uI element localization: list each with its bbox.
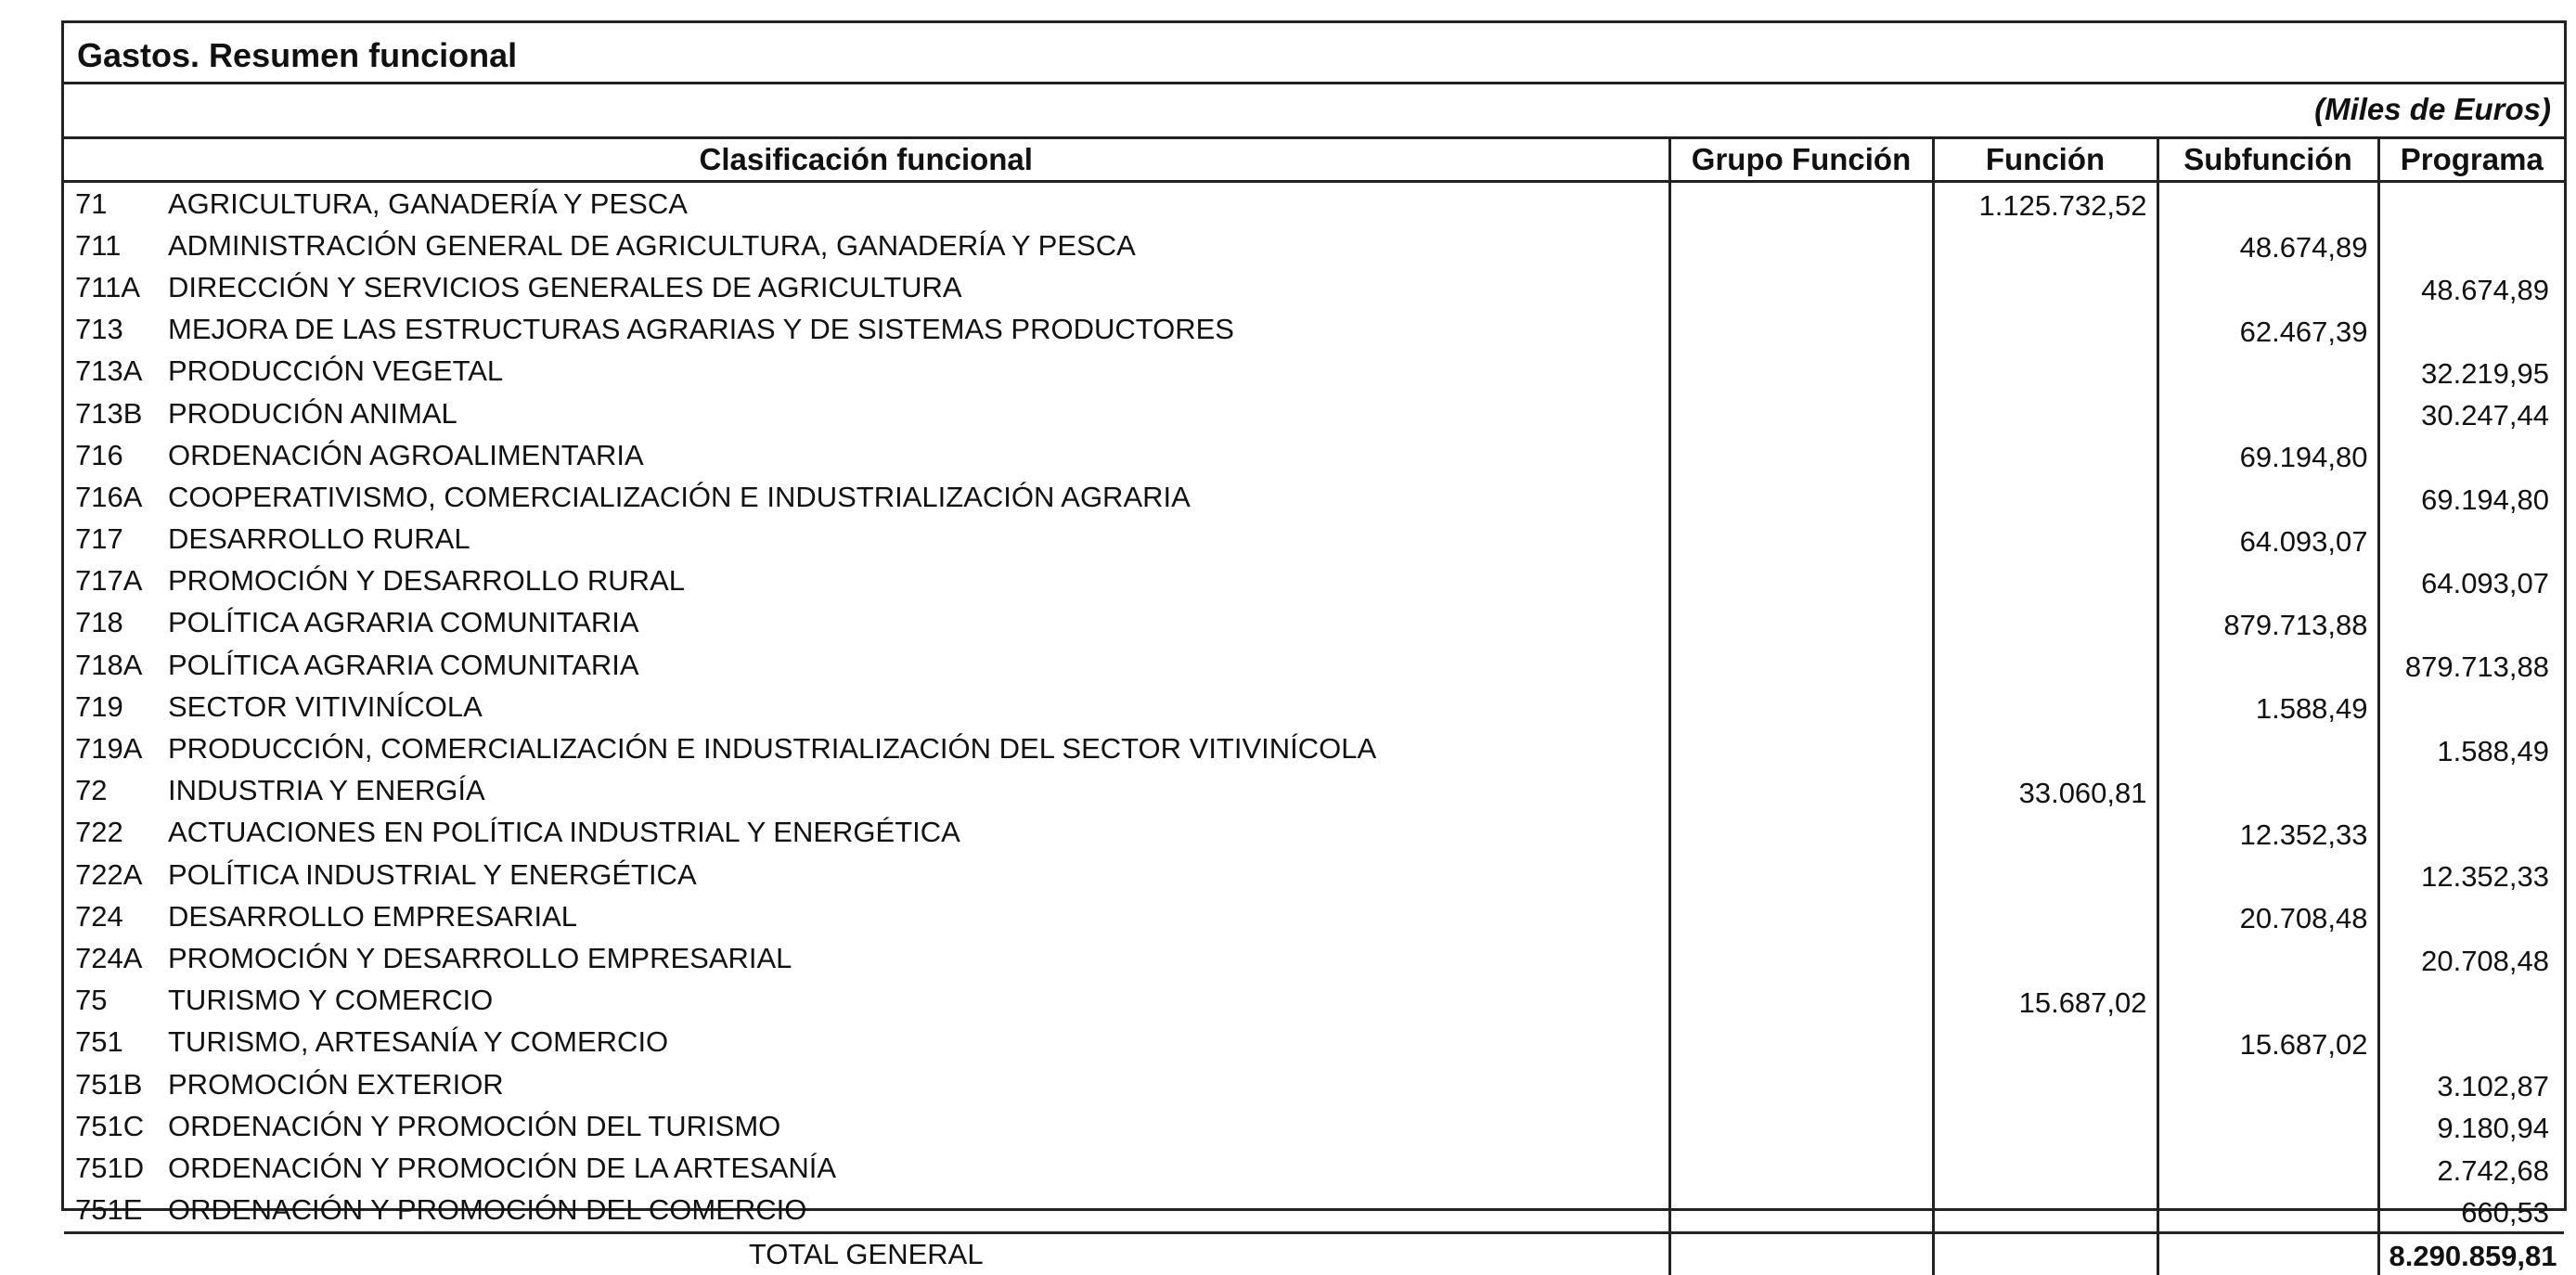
row-programa: 3.102,87 xyxy=(2378,1063,2564,1105)
row-subfuncion xyxy=(2157,182,2378,225)
table-row xyxy=(64,519,2564,560)
row-programa xyxy=(2378,519,2564,560)
row-description: PROMOCIÓN Y DESARROLLO EMPRESARIAL xyxy=(168,941,792,974)
row-grupo-funcion xyxy=(1669,476,1933,518)
row-grupo-funcion xyxy=(1669,854,1933,895)
row-programa: 30.247,44 xyxy=(2378,393,2564,434)
row-code: 722A xyxy=(75,857,143,891)
row-description: ACTUACIONES EN POLÍTICA INDUSTRIAL Y ENERGÉTICA xyxy=(168,816,960,849)
total-grupo xyxy=(1669,1232,1933,1275)
row-subfuncion xyxy=(2157,1147,2378,1189)
row-grupo-funcion xyxy=(1669,393,1933,434)
row-funcion xyxy=(1933,644,2157,686)
row-description: TURISMO Y COMERCIO xyxy=(168,984,494,1017)
row-grupo-funcion xyxy=(1669,266,1933,308)
row-programa: 20.708,48 xyxy=(2378,937,2564,979)
row-description: PRODUCIÓN ANIMAL xyxy=(168,396,457,430)
row-grupo-funcion xyxy=(1669,686,1933,728)
table-row xyxy=(64,1022,2564,1063)
row-grupo-funcion xyxy=(1669,728,1933,769)
row-description: PRODUCCIÓN VEGETAL xyxy=(168,354,504,388)
row-programa xyxy=(2378,225,2564,266)
total-subfuncion xyxy=(2157,1232,2378,1275)
row-subfuncion xyxy=(2157,854,2378,895)
row-code: 718A xyxy=(75,648,143,681)
row-subfuncion: 62.467,39 xyxy=(2157,309,2378,351)
row-funcion xyxy=(1933,602,2157,644)
row-code: 713A xyxy=(75,354,143,388)
row-code: 711 xyxy=(75,228,122,262)
row-funcion xyxy=(1933,854,2157,895)
row-programa xyxy=(2378,812,2564,854)
row-grupo-funcion xyxy=(1669,351,1933,393)
table-body xyxy=(64,182,2564,1233)
row-code: 751E xyxy=(75,1193,143,1227)
row-subfuncion: 48.674,89 xyxy=(2157,225,2378,266)
row-funcion xyxy=(1933,351,2157,393)
row-subfuncion: 879.713,88 xyxy=(2157,602,2378,644)
row-programa xyxy=(2378,770,2564,812)
row-grupo-funcion xyxy=(1669,182,1933,225)
row-grupo-funcion xyxy=(1669,895,1933,937)
row-description: POLÍTICA INDUSTRIAL Y ENERGÉTICA xyxy=(168,857,697,891)
row-funcion xyxy=(1933,266,2157,308)
row-programa xyxy=(2378,434,2564,476)
row-funcion xyxy=(1933,1147,2157,1189)
row-description: PROMOCIÓN EXTERIOR xyxy=(168,1067,504,1101)
row-grupo-funcion xyxy=(1669,309,1933,351)
total-label: TOTAL GENERAL xyxy=(64,1232,1669,1275)
row-code: 711A xyxy=(75,270,141,303)
row-description: SECTOR VITIVINÍCOLA xyxy=(168,689,483,723)
row-grupo-funcion xyxy=(1669,519,1933,560)
row-subfuncion: 1.588,49 xyxy=(2157,686,2378,728)
row-grupo-funcion xyxy=(1669,1022,1933,1063)
row-code: 717A xyxy=(75,564,143,598)
row-funcion xyxy=(1933,686,2157,728)
table-row xyxy=(64,266,2564,308)
row-programa: 69.194,80 xyxy=(2378,476,2564,518)
row-grupo-funcion xyxy=(1669,560,1933,602)
row-programa xyxy=(2378,895,2564,937)
row-code: 751D xyxy=(75,1151,145,1184)
row-programa: 2.742,68 xyxy=(2378,1147,2564,1189)
header-subfuncion: Subfunción xyxy=(2157,138,2378,182)
units-label: (Miles de Euros) xyxy=(2314,92,2551,126)
table-row xyxy=(64,309,2564,351)
row-funcion: 15.687,02 xyxy=(1933,980,2157,1022)
row-funcion: 1.125.732,52 xyxy=(1933,182,2157,225)
row-subfuncion xyxy=(2157,728,2378,769)
row-code: 724A xyxy=(75,941,143,974)
row-funcion xyxy=(1933,895,2157,937)
row-subfuncion xyxy=(2157,266,2378,308)
row-description: ADMINISTRACIÓN GENERAL DE AGRICULTURA, GANADERÍA Y PESCA xyxy=(168,228,1136,262)
row-code: 751B xyxy=(75,1067,143,1101)
row-funcion: 33.060,81 xyxy=(1933,770,2157,812)
row-code: 724 xyxy=(75,899,123,933)
table-row xyxy=(64,644,2564,686)
row-funcion xyxy=(1933,309,2157,351)
row-funcion xyxy=(1933,728,2157,769)
row-description: POLÍTICA AGRARIA COMUNITARIA xyxy=(168,606,639,639)
row-description: TURISMO, ARTESANÍA Y COMERCIO xyxy=(168,1025,669,1059)
table-row xyxy=(64,393,2564,434)
table-row xyxy=(64,476,2564,518)
row-funcion xyxy=(1933,812,2157,854)
row-code: 718 xyxy=(75,606,123,639)
title-bar xyxy=(64,23,2564,84)
table-row xyxy=(64,602,2564,644)
table-row xyxy=(64,895,2564,937)
row-code: 716A xyxy=(75,480,143,513)
row-programa: 879.713,88 xyxy=(2378,644,2564,686)
row-description: MEJORA DE LAS ESTRUCTURAS AGRARIAS Y DE SISTEMAS PRODUCTORES xyxy=(168,313,1234,346)
row-grupo-funcion xyxy=(1669,1105,1933,1147)
header-grupo-funcion: Grupo Función xyxy=(1669,138,1933,182)
row-subfuncion xyxy=(2157,937,2378,979)
row-code: 72 xyxy=(75,774,108,807)
row-subfuncion: 64.093,07 xyxy=(2157,519,2378,560)
table-row xyxy=(64,854,2564,895)
row-programa xyxy=(2378,980,2564,1022)
row-grupo-funcion xyxy=(1669,1063,1933,1105)
row-funcion xyxy=(1933,560,2157,602)
functional-summary-table xyxy=(64,136,2564,1275)
total-funcion xyxy=(1933,1232,2157,1275)
table-row xyxy=(64,1147,2564,1189)
row-subfuncion xyxy=(2157,1190,2378,1233)
row-programa: 48.674,89 xyxy=(2378,266,2564,308)
table-row xyxy=(64,434,2564,476)
row-funcion xyxy=(1933,1063,2157,1105)
row-description: ORDENACIÓN AGROALIMENTARIA xyxy=(168,438,644,471)
row-programa xyxy=(2378,309,2564,351)
row-grupo-funcion xyxy=(1669,980,1933,1022)
row-description: ORDENACIÓN Y PROMOCIÓN DEL COMERCIO xyxy=(168,1193,807,1227)
header-clasificacion: Clasificación funcional xyxy=(64,138,1669,182)
row-code: 713B xyxy=(75,396,143,430)
row-subfuncion xyxy=(2157,393,2378,434)
row-funcion xyxy=(1933,937,2157,979)
table-row xyxy=(64,1105,2564,1147)
total-programa: 8.290.859,81 xyxy=(2378,1232,2564,1275)
row-code: 717 xyxy=(75,522,123,556)
table-row xyxy=(64,980,2564,1022)
row-funcion xyxy=(1933,1105,2157,1147)
row-programa: 660,53 xyxy=(2378,1190,2564,1233)
row-code: 713 xyxy=(75,313,123,346)
row-description: ORDENACIÓN Y PROMOCIÓN DE LA ARTESANÍA xyxy=(168,1151,837,1184)
table-row xyxy=(64,812,2564,854)
row-description: ORDENACIÓN Y PROMOCIÓN DEL TURISMO xyxy=(168,1109,781,1142)
row-description: DESARROLLO RURAL xyxy=(168,522,470,556)
row-code: 722 xyxy=(75,816,123,849)
row-subfuncion xyxy=(2157,980,2378,1022)
row-code: 71 xyxy=(75,187,108,220)
row-description: PRODUCCIÓN, COMERCIALIZACIÓN E INDUSTRIALIZACIÓN DEL SECTOR VITIVINÍCOLA xyxy=(168,732,1377,766)
row-funcion xyxy=(1933,1190,2157,1233)
table-row xyxy=(64,937,2564,979)
row-grupo-funcion xyxy=(1669,644,1933,686)
row-description: COOPERATIVISMO, COMERCIALIZACIÓN E INDUSTRIALIZACIÓN AGRARIA xyxy=(168,480,1191,513)
row-programa: 32.219,95 xyxy=(2378,351,2564,393)
row-grupo-funcion xyxy=(1669,770,1933,812)
row-description: PROMOCIÓN Y DESARROLLO RURAL xyxy=(168,564,685,598)
table-row xyxy=(64,560,2564,602)
row-programa xyxy=(2378,182,2564,225)
row-code: 751C xyxy=(75,1109,145,1142)
header-funcion: Función xyxy=(1933,138,2157,182)
row-funcion xyxy=(1933,1022,2157,1063)
row-code: 751 xyxy=(75,1025,123,1059)
row-funcion xyxy=(1933,225,2157,266)
row-code: 719 xyxy=(75,689,123,723)
row-subfuncion: 20.708,48 xyxy=(2157,895,2378,937)
row-programa: 12.352,33 xyxy=(2378,854,2564,895)
row-subfuncion xyxy=(2157,1105,2378,1147)
row-grupo-funcion xyxy=(1669,1147,1933,1189)
report-frame xyxy=(61,20,2567,1272)
row-subfuncion xyxy=(2157,476,2378,518)
row-grupo-funcion xyxy=(1669,434,1933,476)
row-description: DESARROLLO EMPRESARIAL xyxy=(168,899,578,933)
row-subfuncion xyxy=(2157,770,2378,812)
row-subfuncion xyxy=(2157,644,2378,686)
table-row xyxy=(64,728,2564,769)
row-subfuncion xyxy=(2157,351,2378,393)
row-code: 716 xyxy=(75,438,123,471)
row-description: INDUSTRIA Y ENERGÍA xyxy=(168,774,485,807)
row-programa: 1.588,49 xyxy=(2378,728,2564,769)
table-row xyxy=(64,1190,2564,1233)
total-row xyxy=(64,1232,2564,1275)
row-description: DIRECCIÓN Y SERVICIOS GENERALES DE AGRICULTURA xyxy=(168,270,962,303)
table-row xyxy=(64,770,2564,812)
report-title: Gastos. Resumen funcional xyxy=(77,36,518,74)
row-programa xyxy=(2378,1022,2564,1063)
row-subfuncion xyxy=(2157,1063,2378,1105)
row-subfuncion: 12.352,33 xyxy=(2157,812,2378,854)
row-funcion xyxy=(1933,519,2157,560)
table-row xyxy=(64,351,2564,393)
row-programa: 9.180,94 xyxy=(2378,1105,2564,1147)
row-description: POLÍTICA AGRARIA COMUNITARIA xyxy=(168,648,639,681)
row-code: 75 xyxy=(75,984,108,1017)
row-programa xyxy=(2378,686,2564,728)
row-subfuncion: 69.194,80 xyxy=(2157,434,2378,476)
row-grupo-funcion xyxy=(1669,937,1933,979)
row-funcion xyxy=(1933,393,2157,434)
row-description: AGRICULTURA, GANADERÍA Y PESCA xyxy=(168,187,688,220)
row-programa: 64.093,07 xyxy=(2378,560,2564,602)
row-subfuncion xyxy=(2157,560,2378,602)
table-row xyxy=(64,182,2564,225)
row-subfuncion: 15.687,02 xyxy=(2157,1022,2378,1063)
table-row xyxy=(64,1063,2564,1105)
header-programa: Programa xyxy=(2378,138,2564,182)
row-funcion xyxy=(1933,434,2157,476)
row-funcion xyxy=(1933,476,2157,518)
table-row xyxy=(64,686,2564,728)
table-header-row xyxy=(64,138,2564,182)
row-grupo-funcion xyxy=(1669,812,1933,854)
row-programa xyxy=(2378,602,2564,644)
row-grupo-funcion xyxy=(1669,1190,1933,1233)
row-grupo-funcion xyxy=(1669,225,1933,266)
table-row xyxy=(64,225,2564,266)
row-grupo-funcion xyxy=(1669,602,1933,644)
row-code: 719A xyxy=(75,732,143,766)
